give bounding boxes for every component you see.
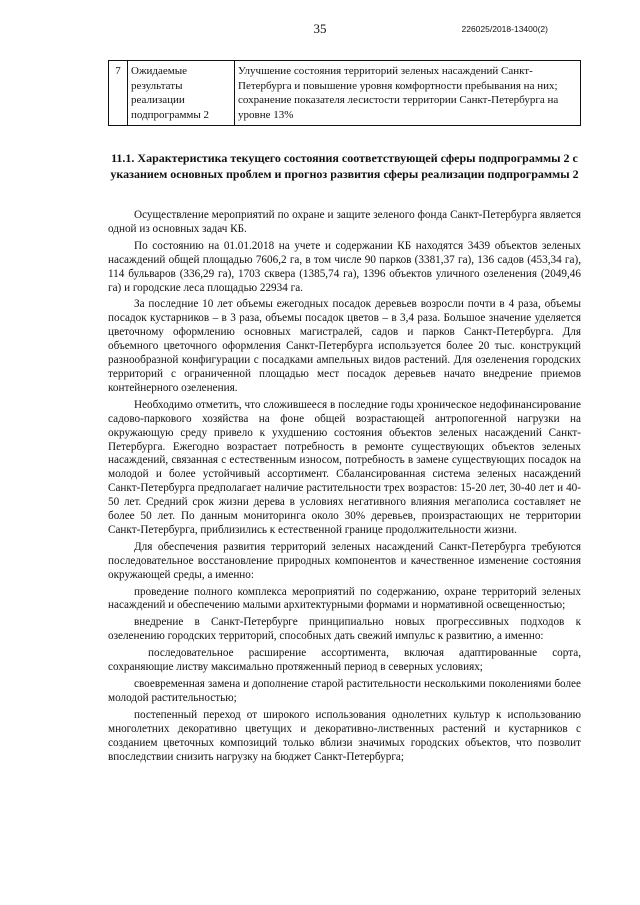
expected-results-table [108,60,581,126]
paragraph: проведение полного комплекса мероприятий по содержанию, охране территорий зеленых насаждений и обеспечению малыми архитектурными формами и нормативной освещенностью; [108,585,581,612]
paragraph: внедрение в Санкт-Петербурге принципиально новых прогрессивных подходов к озеленению городских территорий, способных дать свежий импульс к развитию, а именно: [108,616,581,643]
row-value-cell [235,61,581,126]
paragraph: За последние 10 лет объемы ежегодных посадок деревьев возросли почти в 4 раза, объемы посадок кустарников – в 3 раза, объемы посадок цветов – в 3,4 раза. Большое значение уделяется цветочному оформлению основных магистралей, садов и парков Санкт-Петербурга. Для объемного цветочного оформления Санкт-Петербурга используется более 20 тыс. конструкций разнообразной конфигурации с посадками ампельных видов растений. Для озеленения городских территорий с ограниченной площадью мест посадок деревьев начато внедрение приемов контейнерного озеленения. [108,298,581,394]
table-row [109,61,581,126]
paragraph: По состоянию на 01.01.2018 на учете и содержании КБ находятся 3439 объектов зеленых насаждений общей площадью 7606,2 га, в том числе 90 парков (3381,37 га), 136 садов (453,34 га), 114 бульваров (336,29 га), 1703 сквера (1385,74 га), 1396 объектов уличного озеленения (2049,46 га) и городские леса площадью 22934 га. [108,239,581,294]
result-line: Улучшение состояния территорий зеленых насаждений Санкт-Петербурга и повышение уровня комфортности пребывания на них; [238,65,558,92]
paragraph: Необходимо отметить, что сложившееся в последние годы хроническое недофинансирование садово-паркового хозяйства на фоне общей возрастающей антропогенной нагрузки на окружающую среду привело к ухудшению состояния объектов зеленых насаждений Санкт-Петербурга. Ежегодно возрастает потребность в ремонте существующих объектов зеленых насаждений, связанная с естественным износом, потребность в замене существующих посадок на молодой и более устойчивый ассортимент. Сбалансированная система зеленых насаждений Санкт-Петербурга предполагает наличие растительности трех возрастов: 15-20 лет, 30-40 лет и 40-50 лет. Средний срок жизни дерева в условиях негативного влияния мегаполиса составляет не более 50 лет. По данным мониторинга около 30% деревьев, произрастающих не территории Санкт-Петербурга, приблизились к естественной границе продолжительности жизни. [108,398,581,536]
paragraph: Осуществление мероприятий по охране и защите зеленого фонда Санкт-Петербурга является одной из основных задач КБ. [108,209,581,235]
row-number-cell: 7 [109,61,128,126]
document-id: 226025/2018-13400(2) [461,24,548,34]
paragraph: Для обеспечения развития территорий зеленых насаждений Санкт-Петербурга требуются последовательное восстановление природных компонентов и качественное изменение состояния окружающей среды, а именно: [108,540,581,581]
page-number: 35 [313,21,327,36]
paragraph: постепенный переход от широкого использования однолетних культур к использованию многолетних декоративно цветущих и декоративно-лиственных растений и кустарников с созданием цветочных композиций только вблизи значимых городских объектов, что позволит впоследствии снизить нагрузку на бюджет Санкт-Петербурга; [108,708,581,763]
row-title-cell: Ожидаемые результаты реализации подпрограммы 2 [128,61,235,126]
section-heading: 11.1. Характеристика текущего состояния соответствующей сферы подпрограммы 2 с указанием основных проблем и прогноз развития сферы реализации подпрограммы 2 [110,151,579,181]
paragraph: последовательное расширение ассортимента, включая адаптированные сорта, сохраняющие листву максимально протяженный период в северных условиях; [108,647,581,674]
body-text [108,209,581,767]
paragraph: своевременная замена и дополнение старой растительности несколькими поколениями более молодой растительностью; [108,678,581,704]
result-line: сохранение показателя лесистости территории Санкт-Петербурга на уровне 13% [238,94,559,121]
